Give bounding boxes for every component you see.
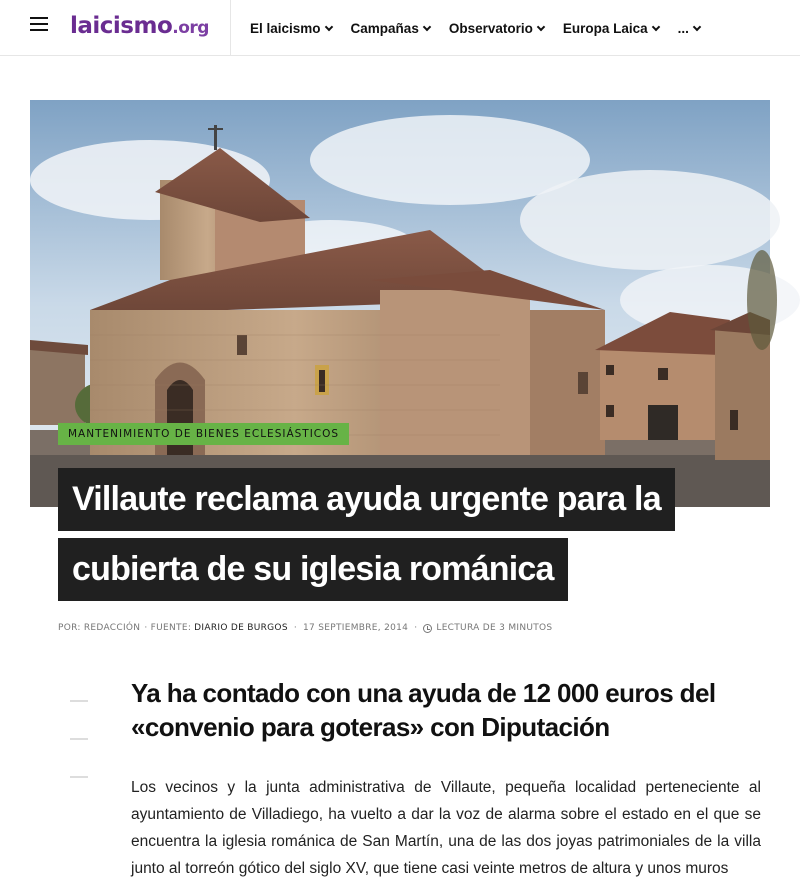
nav-label: Europa Laica	[562, 20, 648, 36]
nav-item-el-laicismo[interactable]	[250, 21, 332, 36]
nav-label: El laicismo	[250, 20, 321, 36]
article-meta	[58, 623, 552, 633]
menu-icon[interactable]	[30, 17, 48, 33]
chevron-down-icon	[651, 22, 659, 30]
chevron-down-icon	[423, 22, 431, 30]
article-headline-line-2: cubierta de su iglesia románica	[58, 538, 568, 601]
main-nav	[250, 0, 719, 56]
meta-reading-time: LECTURA DE 3 MINUTOS	[436, 623, 553, 633]
meta-date: 17 SEPTIEMBRE, 2014	[303, 623, 409, 633]
nav-label: Campañas	[350, 20, 419, 36]
share-mark	[70, 738, 88, 740]
chevron-down-icon	[324, 22, 332, 30]
church-illustration	[30, 100, 770, 507]
clock-icon	[423, 624, 432, 633]
site-header	[0, 0, 800, 56]
article-headline-line-1: Villaute reclama ayuda urgente para la	[58, 468, 675, 531]
share-placeholder	[70, 700, 88, 814]
meta-source-label: · FUENTE:	[144, 623, 192, 633]
meta-separator: ·	[293, 623, 298, 633]
share-mark	[70, 700, 88, 702]
nav-label: Observatorio	[448, 20, 533, 36]
meta-source[interactable]: DIARIO DE BURGOS	[194, 623, 288, 633]
nav-item-more[interactable]	[678, 21, 700, 36]
logo-main: laicismo	[70, 13, 173, 39]
meta-separator: ·	[414, 623, 418, 633]
nav-item-observatorio[interactable]	[449, 21, 544, 36]
nav-label: ...	[677, 20, 689, 36]
header-divider	[230, 0, 231, 56]
nav-item-campanas[interactable]	[351, 21, 430, 36]
article-subtitle: Ya ha contado con una ayuda de 12 000 euros del «convenio para goteras» con Diputación	[131, 678, 716, 742]
nav-item-europa-laica[interactable]	[563, 21, 659, 36]
meta-author[interactable]: POR: REDACCIÓN	[58, 623, 141, 633]
chevron-down-icon	[537, 22, 545, 30]
category-tag[interactable]: MANTENIMIENTO DE BIENES ECLESIÁSTICOS	[58, 423, 349, 445]
hero-image	[30, 100, 770, 507]
chevron-down-icon	[693, 22, 701, 30]
share-mark	[70, 776, 88, 778]
logo-tld: .org	[172, 18, 209, 38]
article-body: Los vecinos y la junta administrativa de Villaute, pequeña localidad perteneciente al ayuntamiento de Villadiego, ha vuelto a dar la voz de alarma sobre el estado en el que se encuentra la iglesia románica de San Martín, una de las dos joyas patrimoniales de la villa junto al torreón gótico del siglo XV, que tiene casi veinte metros de altura y unos muros	[131, 779, 761, 877]
site-logo[interactable]	[70, 13, 209, 39]
